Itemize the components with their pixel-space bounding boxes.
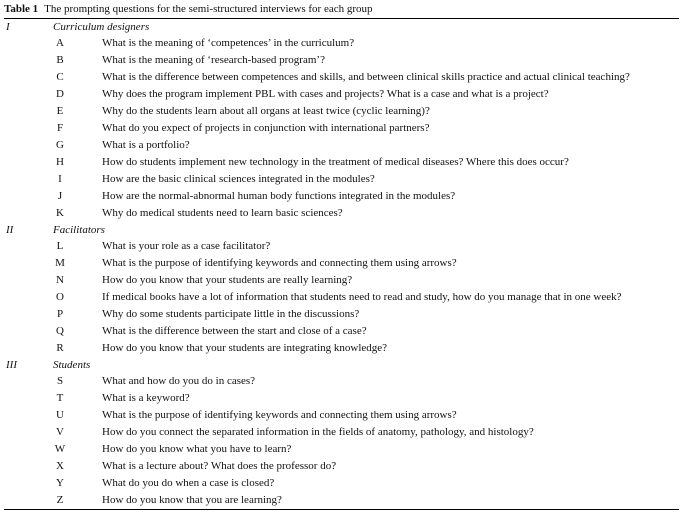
- question-letter: L: [56, 240, 64, 252]
- table-row: [4, 323, 679, 340]
- question-letter: D: [56, 88, 64, 100]
- table-label: Table 1: [4, 3, 39, 15]
- table-row: [4, 289, 679, 306]
- question-text: What is a keyword?: [102, 392, 190, 404]
- table-row: [4, 441, 679, 458]
- question-letter: M: [55, 257, 65, 269]
- question-letter: J: [57, 190, 63, 202]
- question-letter: X: [56, 460, 64, 472]
- table-row: [4, 35, 679, 52]
- question-text: What is the purpose of identifying keywords and connecting them using arrows?: [102, 409, 457, 421]
- question-text: What do you do when a case is closed?: [102, 477, 275, 489]
- questions-table: [4, 0, 679, 510]
- question-text: What do you expect of projects in conjunction with international partners?: [102, 122, 430, 134]
- question-letter: Y: [56, 477, 64, 489]
- question-letter: Q: [56, 325, 64, 337]
- table-body: [4, 19, 679, 509]
- group-number: III: [6, 359, 17, 371]
- table-row: [4, 69, 679, 86]
- question-text: What is a lecture about? What does the professor do?: [102, 460, 337, 472]
- table-row: [4, 390, 679, 407]
- table-row: [4, 475, 679, 492]
- question-text: What is the meaning of ‘competences’ in the curriculum?: [102, 37, 355, 49]
- question-letter: U: [56, 409, 64, 421]
- question-text: How do you know what you have to learn?: [102, 443, 292, 455]
- table-caption-text: The prompting questions for the semi-structured interviews for each group: [44, 3, 373, 15]
- table-row: [4, 306, 679, 323]
- table-row: [4, 492, 679, 509]
- question-text: If medical books have a lot of information that students need to read and study, how do you manage that in one week?: [102, 291, 622, 303]
- question-text: How do you connect the separated information in the fields of anatomy, pathology, and histology?: [102, 426, 534, 438]
- question-text: How do you know that you are learning?: [102, 494, 282, 506]
- question-text: What is a portfolio?: [102, 139, 190, 151]
- table-row: [4, 188, 679, 205]
- question-letter: A: [56, 37, 64, 49]
- question-text: How do you know that your students are really learning?: [102, 274, 353, 286]
- table-row: [4, 255, 679, 272]
- table-row: [4, 272, 679, 289]
- table-row: [4, 424, 679, 441]
- question-letter: T: [56, 392, 64, 404]
- question-letter: R: [56, 342, 64, 354]
- question-text: Why do medical students need to learn basic sciences?: [102, 207, 343, 219]
- question-letter: V: [56, 426, 64, 438]
- question-letter: F: [56, 122, 64, 134]
- group-name: Facilitators: [53, 224, 105, 236]
- table-row: [4, 407, 679, 424]
- question-letter: I: [58, 173, 62, 185]
- table-row: [4, 120, 679, 137]
- question-text: What is the difference between the start and close of a case?: [102, 325, 367, 337]
- group-number: II: [6, 224, 14, 236]
- table-row: [4, 458, 679, 475]
- question-text: How do students implement new technology in the treatment of medical diseases? Where this does occur?: [102, 156, 569, 168]
- group-number: I: [6, 21, 10, 33]
- question-text: Why do some students participate little in the discussions?: [102, 308, 360, 320]
- question-text: What is the difference between competences and skills, and between clinical skills practice and actual clinical teaching?: [102, 71, 630, 83]
- table-row: [4, 154, 679, 171]
- question-letter: S: [56, 375, 64, 387]
- question-letter: E: [56, 105, 64, 117]
- question-text: Why do the students learn about all organs at least twice (cyclic learning)?: [102, 105, 430, 117]
- group-name: Students: [53, 359, 91, 371]
- table-row: [4, 340, 679, 357]
- question-letter: G: [56, 139, 64, 151]
- group-header-row: [4, 222, 679, 238]
- question-letter: C: [56, 71, 64, 83]
- table-row: [4, 86, 679, 103]
- table-row: [4, 103, 679, 120]
- table-row: [4, 137, 679, 154]
- group-header-row: [4, 357, 679, 373]
- question-letter: Z: [56, 494, 64, 506]
- question-text: How are the basic clinical sciences integrated in the modules?: [102, 173, 375, 185]
- question-text: What is the meaning of ‘research-based program’?: [102, 54, 325, 66]
- question-letter: N: [56, 274, 64, 286]
- question-text: How do you know that your students are integrating knowledge?: [102, 342, 388, 354]
- table-caption: [4, 0, 679, 17]
- question-letter: H: [56, 156, 64, 168]
- table-row: [4, 171, 679, 188]
- table-row: [4, 52, 679, 69]
- question-letter: O: [56, 291, 64, 303]
- question-text: What is the purpose of identifying keywords and connecting them using arrows?: [102, 257, 457, 269]
- question-text: Why does the program implement PBL with cases and projects? What is a case and what is a project?: [102, 88, 549, 100]
- table-row: [4, 238, 679, 255]
- table-row: [4, 373, 679, 390]
- question-letter: W: [54, 443, 66, 455]
- group-name: Curriculum designers: [53, 21, 150, 33]
- table-bottom-rule: [4, 509, 679, 510]
- group-header-row: [4, 19, 679, 35]
- question-text: What and how do you do in cases?: [102, 375, 256, 387]
- question-letter: K: [56, 207, 64, 219]
- question-text: What is your role as a case facilitator?: [102, 240, 271, 252]
- table-row: [4, 205, 679, 222]
- question-letter: B: [56, 54, 64, 66]
- question-text: How are the normal-abnormal human body functions integrated in the modules?: [102, 190, 456, 202]
- question-letter: P: [56, 308, 64, 320]
